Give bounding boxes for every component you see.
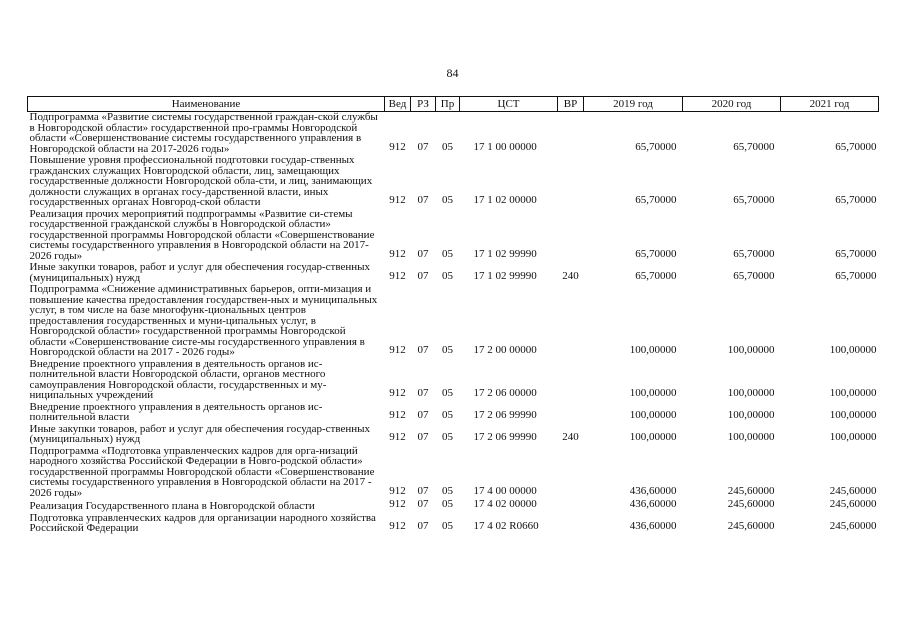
row-rz: 07 [417,387,429,399]
header-ved: Вед [385,97,411,112]
row-2019: 436,60000 [629,498,677,510]
header-cst: ЦСТ [460,97,558,112]
header-2020: 2020 год [683,97,781,112]
row-2019: 65,70000 [635,140,677,153]
row-2021: 65,70000 [835,140,877,153]
row-ved: 912 [389,247,406,260]
row-pr: 05 [442,387,453,399]
row-cst: 17 4 00 00000 [473,484,537,497]
row-cst: 17 2 06 99990 [473,431,537,443]
header-2019: 2019 год [584,97,683,112]
table-row [28,155,879,209]
row-rz: 07 [417,520,429,532]
row-2020: 65,70000 [733,140,775,153]
row-2019: 100,00000 [629,344,677,356]
row-ved: 912 [389,409,406,421]
table-row [28,402,879,424]
row-name: Реализация Государственного плана в Новгородской области [29,500,315,512]
row-vr [558,284,584,359]
budget-table [27,96,879,535]
row-2020: 100,00000 [727,344,775,356]
row-vr [558,209,584,263]
row-cst: 17 1 02 99990 [473,247,537,260]
row-rz: 07 [417,140,429,153]
row-2019: 436,60000 [629,520,677,532]
row-cst: 17 2 06 00000 [473,387,537,399]
page-number: 84 [446,66,459,80]
row-pr: 05 [442,269,453,282]
row-2021: 245,60000 [829,484,877,497]
row-name: Подготовка управленческих кадров для организации народного хозяйства Российской Федерации [29,511,376,534]
header-pr: Пр [436,97,460,112]
row-vr: 240 [562,431,579,443]
header-vr: ВР [558,97,584,112]
row-name: Внедрение проектного управления в деятельность органов ис-полнительной власти Новгородской области, органов местного самоуправления Новгородской области, государственных и му-ниципальных учреждений [29,357,327,401]
header-rz: РЗ [411,97,436,112]
table-row [28,284,879,359]
row-name: Иные закупки товаров, работ и услуг для обеспечения государ-ственных (муниципальных) нужд [29,261,371,284]
row-vr: 240 [562,269,579,282]
row-pr: 05 [442,247,453,260]
row-2020: 100,00000 [727,431,775,443]
row-cst: 17 2 00 00000 [473,344,537,356]
row-2020: 245,60000 [727,498,775,510]
row-ved: 912 [389,344,406,356]
row-ved: 912 [389,484,406,497]
row-vr [558,499,584,513]
row-pr: 05 [442,484,453,497]
row-2020: 245,60000 [727,484,775,497]
row-vr [558,112,584,156]
row-2020: 65,70000 [733,247,775,260]
row-ved: 912 [389,431,406,443]
table-header-row [28,97,879,112]
row-vr [558,446,584,500]
row-pr: 05 [442,520,453,532]
row-rz: 07 [417,247,429,260]
row-pr: 05 [442,409,453,421]
row-cst: 17 4 02 00000 [473,498,537,510]
row-ved: 912 [389,140,406,153]
row-2020: 245,60000 [727,520,775,532]
row-cst: 17 1 00 00000 [473,140,537,153]
row-pr: 05 [442,498,453,510]
row-ved: 912 [389,194,406,206]
row-name: Подпрограмма «Развитие системы государственной граждан-ской службы в Новгородской области» государственной про-граммы Новгородской области «Совершенствование системы государственного управления в Новгородской области на 2017-2026 годы» [29,111,378,155]
row-2019: 100,00000 [629,431,677,443]
row-rz: 07 [417,194,429,206]
row-name: Подпрограмма «Снижение административных барьеров, опти-мизация и повышение качества предоставления государствен-ных и муниципальных услуг, в том числе на базе многофунк-циональных центров предоставления государственных и муни-ципальных услуг, в Новгородской области» государственной программы Новгородской области «Совершенствование систе-мы государственного управления в Новгородской области на 2017 - 2026 годы» [29,283,378,358]
row-cst: 17 4 02 R0660 [473,520,539,532]
row-ved: 912 [389,498,406,510]
table-row [28,424,879,446]
row-2019: 436,60000 [629,484,677,497]
row-2019: 65,70000 [635,269,677,282]
table-row [28,513,879,535]
row-2021: 245,60000 [829,498,877,510]
row-2020: 65,70000 [733,194,775,206]
row-rz: 07 [417,431,429,443]
row-pr: 05 [442,140,453,153]
row-vr [558,402,584,424]
row-rz: 07 [417,409,429,421]
row-name: Внедрение проектного управления в деятельность органов ис-полнительной власти [29,400,323,423]
table-row [28,209,879,263]
row-2021: 100,00000 [829,387,877,399]
row-rz: 07 [417,498,429,510]
row-2020: 65,70000 [733,269,775,282]
header-name: Наименование [28,97,385,112]
row-2019: 100,00000 [629,409,677,421]
row-pr: 05 [442,431,453,443]
row-ved: 912 [389,387,406,399]
row-2021: 65,70000 [835,269,877,282]
row-rz: 07 [417,344,429,356]
row-2020: 100,00000 [727,387,775,399]
row-2021: 100,00000 [829,431,877,443]
row-2021: 245,60000 [829,520,877,532]
row-vr [558,359,584,402]
table-row [28,112,879,156]
row-2021: 65,70000 [835,247,877,260]
row-2019: 65,70000 [635,194,677,206]
row-rz: 07 [417,484,429,497]
row-cst: 17 1 02 00000 [473,194,537,206]
row-2021: 100,00000 [829,409,877,421]
row-name: Подпрограмма «Подготовка управленческих кадров для орга-низаций народного хозяйства Российской Федерации в Новго-родской области» государственной программы Новгородской области «Совершенствование системы государственного управления в Новгородской области на 2017 - 2026 годы» [29,444,375,499]
row-2020: 100,00000 [727,409,775,421]
row-name: Повышение уровня профессиональной подготовки государ-ственных гражданских служащих Новгородской области, лиц, замещающих государственные должности Новгородской обла-сти, и лиц, занимающих должности служащих в органах госу-дарственной власти, иных государственных органах Новгород-ской области [29,154,373,208]
row-vr [558,513,584,535]
row-name: Иные закупки товаров, работ и услуг для обеспечения государ-ственных (муниципальных) нужд [29,422,371,445]
row-2021: 100,00000 [829,344,877,356]
row-2019: 100,00000 [629,387,677,399]
row-cst: 17 2 06 99990 [473,409,537,421]
table-row [28,359,879,402]
table-row [28,446,879,500]
row-vr [558,155,584,209]
row-2019: 65,70000 [635,247,677,260]
table-row [28,262,879,284]
row-pr: 05 [442,194,453,206]
row-cst: 17 1 02 99990 [473,269,537,282]
row-name: Реализация прочих мероприятий подпрограммы «Развитие си-стемы государственной гражданской службы в Новгородской области» государственной программы Новгородской области «Совершенствование системы государственного управления в Новгородской области на 2017-2026 годы» [29,207,375,262]
row-2021: 65,70000 [835,194,877,206]
row-ved: 912 [389,269,406,282]
table-row [28,499,879,513]
header-2021: 2021 год [781,97,879,112]
row-ved: 912 [389,520,406,532]
row-pr: 05 [442,344,453,356]
row-rz: 07 [417,269,429,282]
